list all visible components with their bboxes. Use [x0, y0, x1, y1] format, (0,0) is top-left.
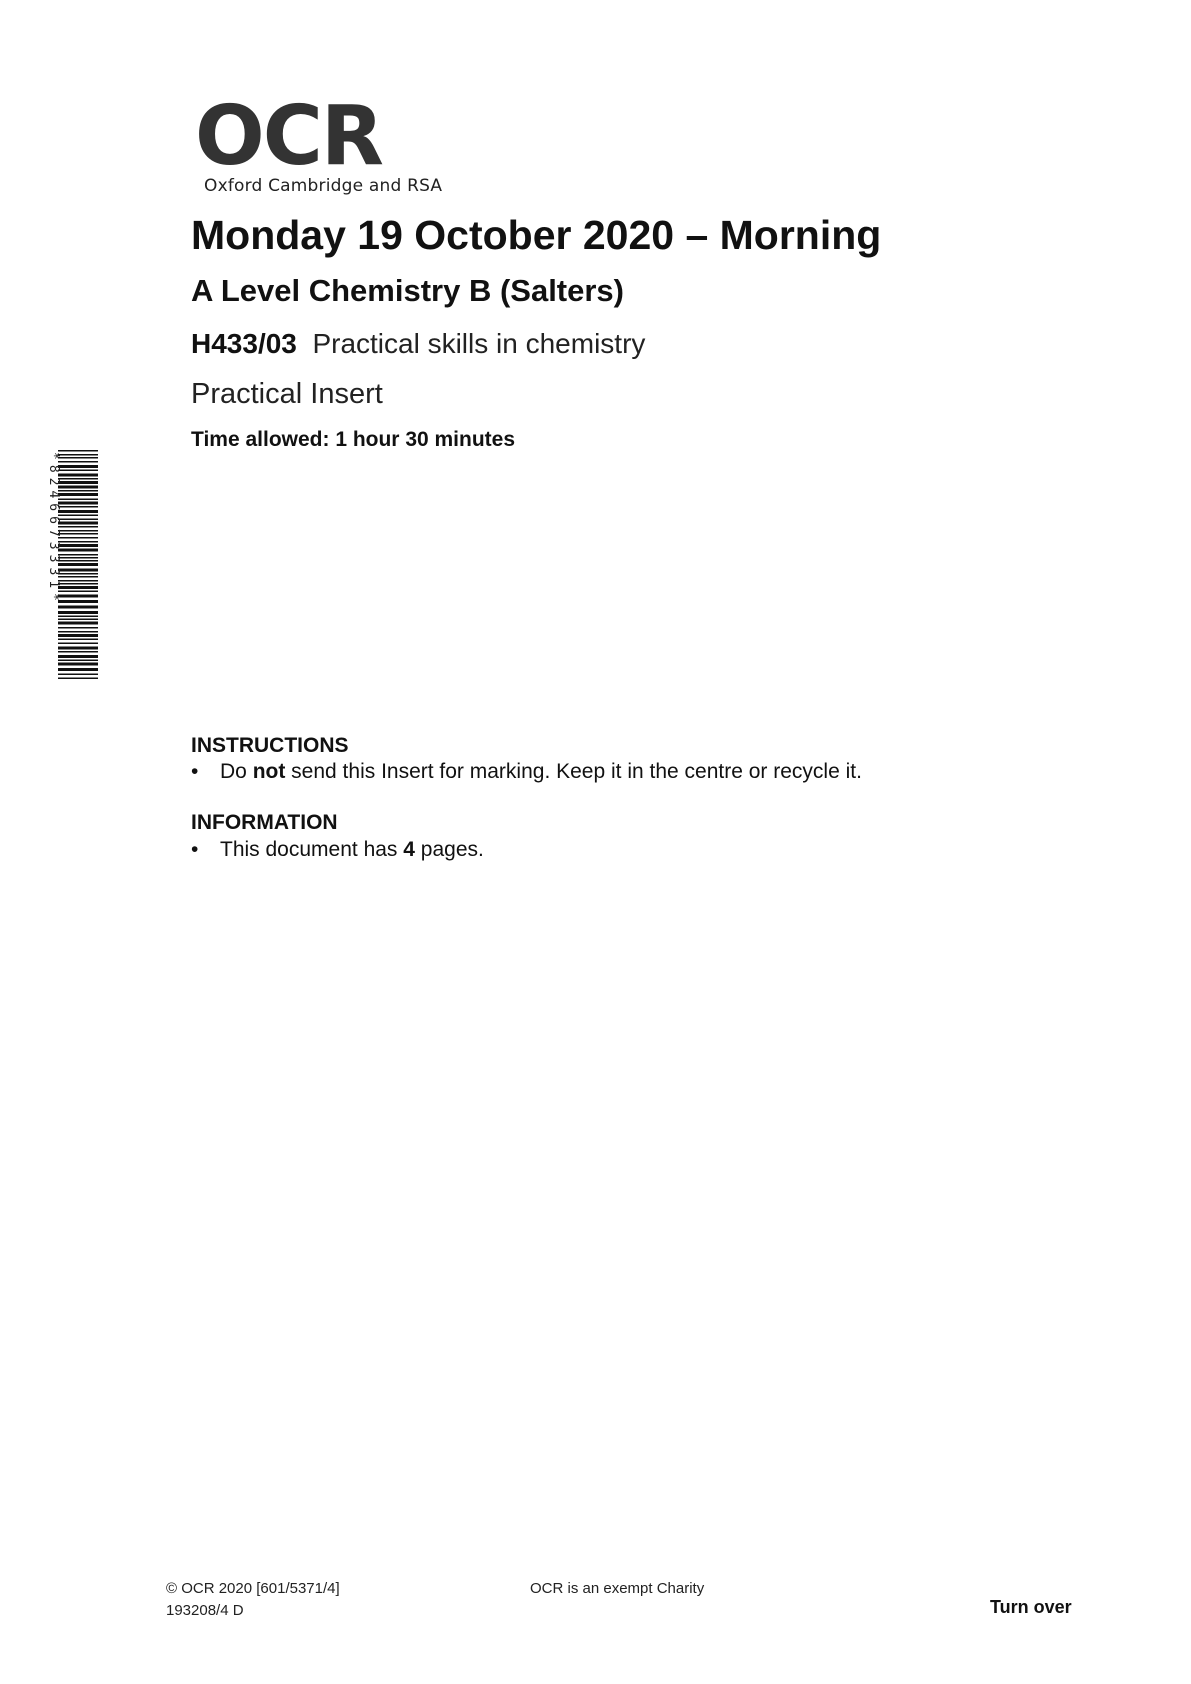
barcode-bar: [58, 619, 98, 621]
ocr-logo-mark: [195, 98, 445, 178]
barcode-bar: [58, 583, 98, 585]
barcode-bar: [58, 533, 98, 535]
barcode-bar: [58, 526, 98, 528]
barcode-bar: [58, 639, 98, 641]
barcode-bar: [58, 595, 98, 598]
barcode-bar: [58, 481, 98, 484]
logo-tagline: Oxford Cambridge and RSA: [204, 176, 443, 196]
barcode-digits: *8246673331*: [46, 452, 61, 606]
paper-line: [191, 328, 645, 360]
barcode-bar: [58, 478, 98, 480]
footer-document-code: 193208/4 D: [166, 1602, 244, 1619]
footer-charity: OCR is an exempt Charity: [530, 1580, 705, 1597]
barcode-bar: [58, 674, 98, 676]
turn-over: Turn over: [990, 1597, 1072, 1617]
instructions-item: [191, 760, 862, 784]
barcode-bar: [58, 461, 98, 463]
instructions-heading: INSTRUCTIONS: [191, 734, 349, 757]
barcode-bar: [58, 502, 98, 505]
barcode-bar: [58, 663, 98, 666]
barcode-bar: [58, 678, 98, 680]
barcode-bar: [58, 660, 98, 662]
barcode-bar: [58, 643, 98, 645]
barcode-bar: [58, 506, 98, 508]
barcode-bar: [58, 515, 98, 517]
barcode-bar: [58, 576, 98, 578]
paper-title: Practical skills in chemistry: [312, 328, 646, 359]
barcode: [40, 450, 98, 680]
barcode-bar: [58, 586, 98, 589]
barcode-bar: [58, 544, 98, 547]
bullet-dot: •: [191, 760, 199, 783]
barcode-bar: [58, 499, 98, 501]
barcode-bar: [58, 606, 98, 609]
barcode-bar: [58, 563, 98, 566]
barcode-bar: [58, 560, 98, 562]
barcode-bar: [58, 510, 98, 513]
information-item-text: This document has 4 pages.: [220, 838, 484, 861]
barcode-bar: [58, 465, 98, 468]
barcode-bar: [58, 600, 98, 603]
barcode-bar: [58, 611, 98, 614]
barcode-bar: [58, 651, 98, 653]
barcode-bar: [58, 631, 98, 633]
barcode-bar: [58, 554, 98, 556]
barcode-bar: [58, 450, 98, 452]
barcode-bar: [58, 493, 98, 496]
barcode-bar: [58, 490, 98, 492]
barcode-bar: [58, 474, 98, 477]
footer-copyright: © OCR 2020 [601/5371/4]: [166, 1580, 340, 1597]
time-allowed: Time allowed: 1 hour 30 minutes: [191, 428, 516, 451]
bullet-dot: •: [191, 838, 199, 861]
barcode-bar: [58, 470, 98, 472]
barcode-bar: [58, 530, 98, 532]
instructions-item-text: Do not send this Insert for marking. Keep it in the centre or recycle it.: [220, 760, 862, 783]
barcode-graphic: [40, 450, 98, 680]
ocr-logo-lettering: OCR: [195, 98, 383, 178]
barcode-bar: [58, 537, 98, 539]
information-heading: INFORMATION: [191, 811, 338, 834]
barcode-bars: [58, 450, 98, 679]
barcode-bar: [58, 622, 98, 625]
information-item: [191, 838, 484, 862]
barcode-bar: [58, 541, 98, 543]
barcode-bar: [58, 549, 98, 552]
barcode-bar: [58, 591, 98, 593]
barcode-bar: [58, 634, 98, 637]
document-type: Practical Insert: [191, 378, 383, 410]
barcode-bar: [58, 627, 98, 629]
paper-code: H433/03: [191, 328, 297, 359]
qualification-title: A Level Chemistry B (Salters): [191, 273, 625, 308]
barcode-bar: [58, 569, 98, 572]
barcode-bar: [58, 457, 98, 459]
barcode-bar: [58, 557, 98, 559]
barcode-bar: [58, 647, 98, 650]
barcode-bar: [58, 580, 98, 582]
barcode-bar: [58, 668, 98, 671]
barcode-bar: [58, 454, 98, 456]
barcode-bar: [58, 522, 98, 525]
exam-date: Monday 19 October 2020 – Morning: [191, 212, 882, 258]
barcode-bar: [58, 616, 98, 618]
barcode-bar: [58, 573, 98, 575]
barcode-bar: [58, 655, 98, 658]
barcode-bar: [58, 486, 98, 489]
barcode-bar: [58, 519, 98, 521]
